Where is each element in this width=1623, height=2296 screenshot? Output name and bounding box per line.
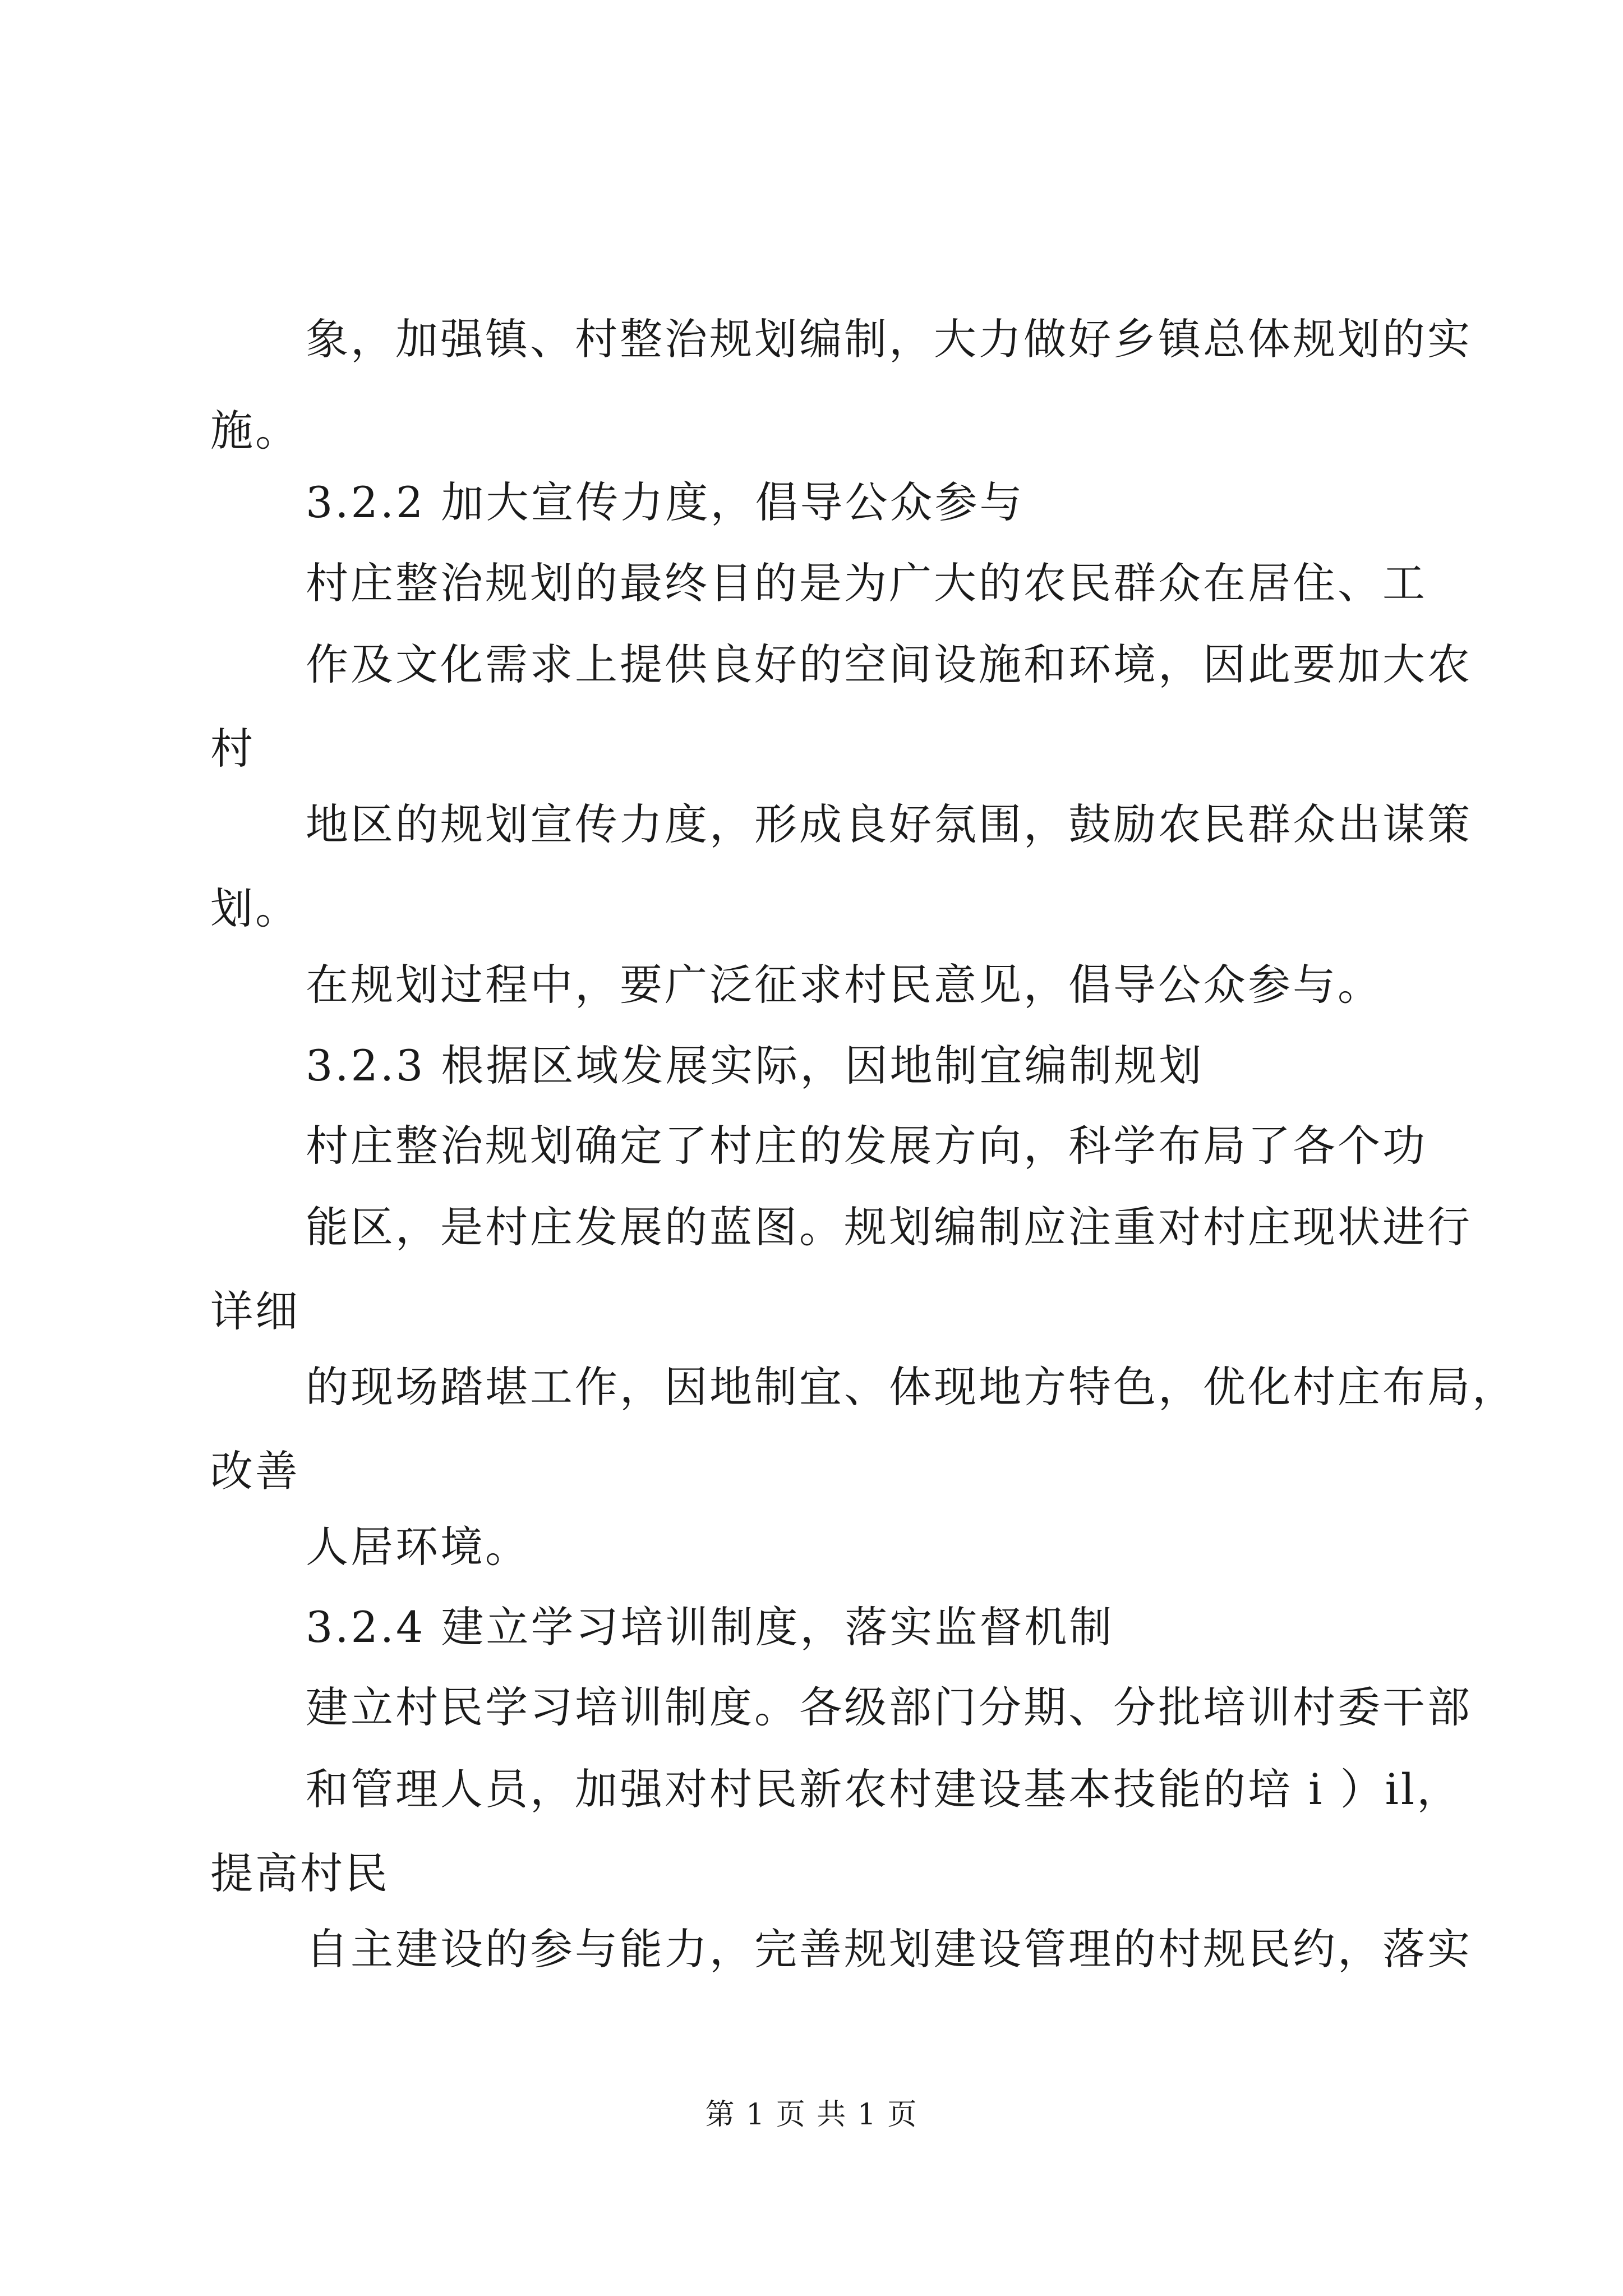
text-line: 作及文化需求上提供良好的空间设施和环境，因此要加大农 — [306, 639, 1472, 689]
page-number-footer: 第 1 页 共 1 页 — [705, 2098, 918, 2132]
text-line: 提高村民 — [210, 1848, 390, 1898]
text-line: 自主建设的参与能力，完善规划建设管理的村规民约，落实 — [306, 1924, 1472, 1974]
text-line: 人居环境。 — [306, 1522, 530, 1572]
text-line: 的现场踏堪工作，因地制宜、体现地方特色，优化村庄布局， — [306, 1362, 1517, 1412]
text-line: 施。 — [210, 406, 300, 455]
text-line: 和管理人员，加强对村民新农村建设基本技能的培 i ）il， — [306, 1764, 1462, 1814]
text-line: 划。 — [210, 884, 300, 933]
section-heading: 3.2.4 建立学习培训制度，落实监督机制 — [306, 1602, 1114, 1652]
text-line: 象，加强镇、村整治规划编制，大力做好乡镇总体规划的实 — [306, 314, 1472, 364]
text-line: 村 — [210, 724, 255, 774]
section-heading: 3.2.2 加大宣传力度，倡导公众参与 — [306, 477, 1025, 527]
text-line: 改善 — [210, 1446, 300, 1496]
text-line: 村庄整治规划的最终目的是为广大的农民群众在居住、工 — [306, 558, 1427, 608]
text-line: 村庄整治规划确定了村庄的发展方向，科学布局了各个功 — [306, 1121, 1427, 1171]
text-line: 在规划过程中，要广泛征求村民意见，倡导公众参与。 — [306, 960, 1382, 1010]
text-line: 详细 — [210, 1286, 300, 1336]
text-line: 建立村民学习培训制度。各级部门分期、分批培训村委干部 — [306, 1682, 1472, 1732]
section-heading: 3.2.3 根据区域发展实际，因地制宜编制规划 — [306, 1041, 1204, 1091]
text-line: 能区，是村庄发展的蓝图。规划编制应注重对村庄现状进行 — [306, 1202, 1472, 1252]
text-line: 地区的规划宣传力度，形成良好氛围，鼓励农民群众出谋策 — [306, 799, 1472, 849]
